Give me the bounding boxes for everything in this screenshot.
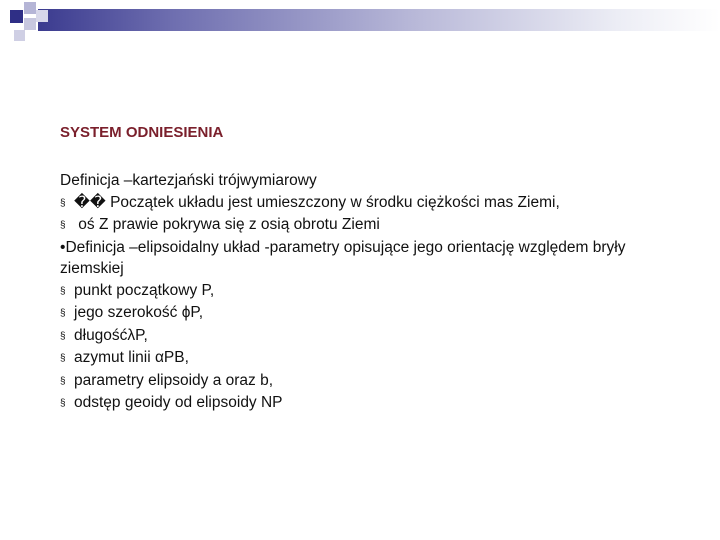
decorative-square (14, 30, 25, 41)
line-text: �� Początek układu jest umieszczony w środku ciężkości mas Ziemi, (74, 193, 560, 211)
bullet-marker: § (60, 197, 66, 209)
body-line (60, 170, 680, 192)
slide-body (60, 170, 680, 415)
line-text: punkt początkowy P, (74, 281, 215, 299)
line-text: oś Z prawie pokrywa się z osią obrotu Ziemi (74, 216, 380, 233)
decorative-square (36, 10, 48, 22)
line-text: parametry elipsoidy a oraz b, (74, 371, 274, 389)
bullet-line (60, 325, 680, 348)
line-text: jego szerokość ϕP, (74, 304, 204, 321)
bullet-line (60, 347, 680, 370)
bullet-marker: § (60, 398, 66, 409)
bullet-marker: § (60, 330, 66, 342)
bullet-marker: § (60, 308, 66, 319)
line-text: Definicja –kartezjański trójwymiarowy (60, 172, 317, 189)
decorative-square (10, 10, 23, 23)
bullet-line (60, 192, 680, 215)
bullet-line (60, 214, 680, 237)
bullet-marker: § (60, 375, 66, 387)
bullet-marker: • (60, 238, 66, 256)
bullet-line (60, 237, 680, 280)
bullet-line (60, 280, 680, 303)
bullet-line (60, 302, 680, 325)
bullet-marker: § (60, 285, 66, 297)
line-text: odstęp geoidy od elipsoidy NP (74, 394, 283, 411)
bullet-marker: § (60, 353, 66, 364)
decorative-square (24, 2, 36, 14)
line-text: Definicja –elipsoidalny układ -parametry opisujące jego orientację względem bryły ziemskiej (60, 238, 626, 277)
line-text: długośćλP, (74, 326, 148, 344)
bullet-line (60, 370, 680, 393)
slide-title: SYSTEM ODNIESIENIA (60, 124, 224, 141)
decorative-square (24, 18, 36, 30)
bullet-marker: § (60, 220, 66, 231)
header-gradient-bar (38, 9, 720, 31)
line-text: azymut linii αPB, (74, 349, 189, 366)
bullet-line (60, 392, 680, 415)
